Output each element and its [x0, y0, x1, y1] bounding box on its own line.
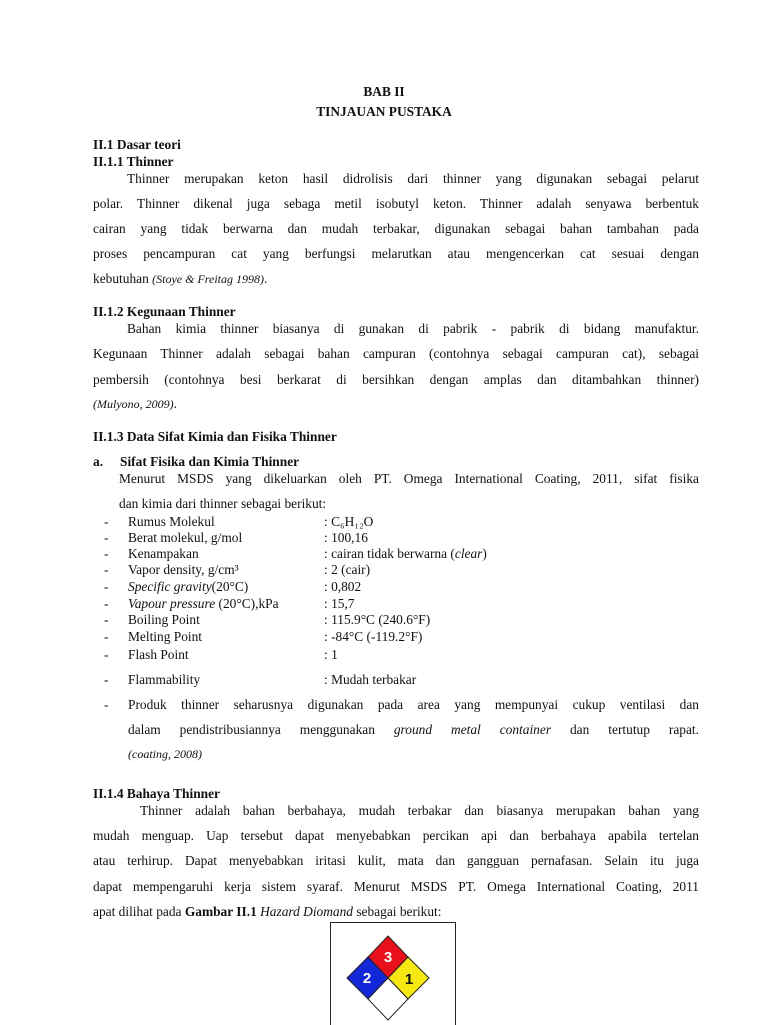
intro-line: dan kimia dari thinner sebagai berikut: — [119, 496, 327, 511]
citation: (Stoye & Freitag 1998) — [152, 272, 265, 286]
property-label: Berat molekul, g/mol — [128, 530, 243, 545]
property-label: Vapor density, g/cm³ — [128, 562, 239, 577]
bullet-dash: - — [104, 546, 109, 561]
figure-ref: Gambar II.1 — [184, 904, 257, 919]
property-value: : 115.9°C (240.6°F) — [324, 612, 431, 627]
property-value: : 0,802 — [324, 579, 362, 594]
bullet-dash: - — [104, 530, 109, 545]
section-title-bahaya: II.1.4 Bahaya Thinner — [93, 786, 221, 801]
health-number: 2 — [362, 970, 372, 987]
note-line — [128, 746, 202, 762]
property-value: : -84°C (-119.2°F) — [324, 629, 423, 644]
figure-name: Hazard Diomand — [256, 904, 353, 919]
chapter-title: TINJAUAN PUSTAKA — [316, 104, 452, 119]
bullet-dash: - — [104, 562, 109, 577]
paragraph-line: proses pencampuran cat yang berfungsi melarutkan atau mengencerkan cat sesuai dengan — [93, 246, 699, 261]
bullet-dash: - — [104, 672, 109, 687]
flammability-number: 3 — [383, 949, 393, 966]
note-text: dan tertutup rapat. — [551, 722, 699, 737]
bullet-dash: - — [104, 647, 109, 662]
hazard-diamond — [331, 923, 455, 1025]
hazard-diamond-figure — [330, 922, 456, 1025]
paragraph-line: Kegunaan Thinner adalah sebagai bahan campuran (contohnya sebagai campuran cat), sebagai — [93, 346, 699, 361]
property-label — [128, 579, 248, 595]
subsection-title: Sifat Fisika dan Kimia Thinner — [120, 454, 300, 469]
property-value: : 1 — [324, 647, 338, 662]
paragraph-line: Thinner adalah bahan berbahaya, mudah terbakar dan biasanya merupakan bahan yang — [140, 803, 699, 818]
section-title-thinner: II.1.1 Thinner — [93, 154, 174, 169]
bullet-dash: - — [104, 579, 109, 594]
note-line — [128, 722, 699, 738]
value-end: ) — [482, 546, 487, 561]
line-text: sebagai berikut: — [353, 904, 442, 919]
paragraph-line — [93, 396, 177, 412]
property-label — [128, 596, 279, 612]
label-italic: Vapour pressure — [128, 596, 216, 611]
paragraph-line: Bahan kimia thinner biasanya di gunakan di pabrik - pabrik di bidang manufaktur. — [127, 321, 699, 336]
note-line: Produk thinner seharusnya digunakan pada area yang mempunyai cukup ventilasi dan — [128, 697, 699, 712]
value-italic: clear — [454, 546, 483, 561]
bullet-dash: - — [104, 629, 109, 644]
line-end: . — [264, 271, 268, 286]
note-italic: ground metal container — [393, 722, 552, 737]
paragraph-line: pembersih (contohnya besi berkarat di bersihkan dengan amplas dan ditambahkan thinner) — [93, 372, 699, 387]
property-value: : 2 (cair) — [324, 562, 371, 577]
paragraph-line: polar. Thinner dikenal juga sebaga metil isobutyl keton. Thinner adalah senyawa berbentuk — [93, 196, 699, 211]
paragraph-line: cairan yang tidak berwarna dan mudah terbakar, digunakan sebagai bahan tambahan pada — [93, 221, 699, 236]
chapter-number: BAB II — [363, 84, 405, 99]
property-value — [324, 546, 487, 562]
property-value: : 15,7 — [324, 596, 355, 611]
property-label: Flammability — [128, 672, 201, 687]
label-rest: (20°C),kPa — [215, 596, 279, 611]
section-title-data-sifat: II.1.3 Data Sifat Kimia dan Fisika Thinner — [93, 429, 337, 444]
paragraph-line: mudah menguap. Uap tersebut dapat menyebabkan percikan api dan berbahaya apabila tertelan — [93, 828, 699, 843]
line-text: kebutuhan — [93, 271, 153, 286]
line-end: . — [173, 396, 178, 411]
label-italic: Specific gravity — [128, 579, 212, 594]
bullet-dash: - — [104, 612, 109, 627]
bullet-dash: - — [104, 596, 109, 611]
section-title-dasar-teori: II.1 Dasar teori — [93, 137, 181, 152]
property-value: : 100,16 — [324, 530, 368, 545]
line-text: apat dilihat pada — [93, 904, 185, 919]
paragraph-line — [93, 904, 442, 920]
value-text: : cairan tidak berwarna ( — [324, 546, 455, 561]
paragraph-line — [93, 271, 267, 287]
property-value: : Mudah terbakar — [324, 672, 417, 687]
label-rest: (20°C) — [211, 579, 249, 594]
property-label: Melting Point — [128, 629, 203, 644]
subsection-marker: a. — [93, 454, 104, 469]
bullet-dash: - — [104, 697, 109, 712]
bullet-dash: - — [104, 514, 109, 529]
citation: (coating, 2008) — [128, 747, 202, 761]
reactivity-number: 1 — [404, 971, 414, 988]
property-label: Boiling Point — [128, 612, 200, 627]
citation: (Mulyono, 2009) — [93, 397, 174, 411]
property-label: Kenampakan — [128, 546, 199, 561]
paragraph-line: atau terhirup. Dapat menyebabkan iritasi kulit, mata dan gangguan pernafasan. Selain itu juga — [93, 853, 699, 868]
intro-line: Menurut MSDS yang dikeluarkan oleh PT. Omega International Coating, 2011, sifat fisika — [119, 471, 699, 486]
section-title-kegunaan: II.1.2 Kegunaan Thinner — [93, 304, 236, 319]
property-value: : C₆H₁₂O — [324, 514, 374, 529]
property-label: Rumus Molekul — [128, 514, 215, 529]
property-label: Flash Point — [128, 647, 189, 662]
paragraph-line: Thinner merupakan keton hasil didrolisis dari thinner yang digunakan sebagai pelarut — [127, 171, 699, 186]
note-text: dalam pendistribusiannya menggunakan — [128, 722, 394, 737]
paragraph-line: dapat mempengaruhi kerja sistem syaraf. Menurut MSDS PT. Omega International Coating, 2011 — [93, 879, 699, 894]
